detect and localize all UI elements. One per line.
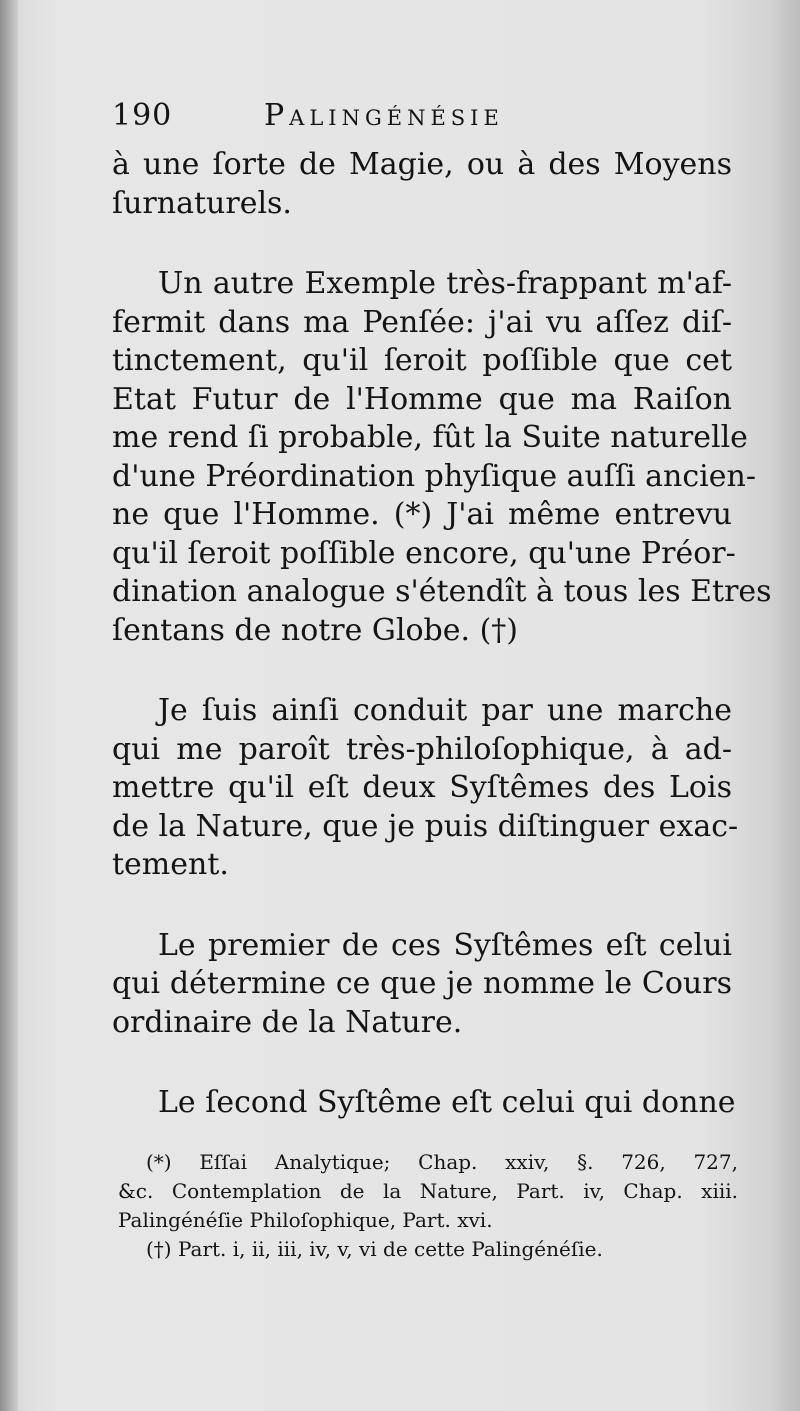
footnotes — [118, 1148, 738, 1264]
text-line: Un autre Exemple très-frappant m'af- — [158, 266, 732, 301]
text-line: Je ſuis ainſi conduit par une marche — [158, 693, 732, 728]
footnote-line: &c. Contemplation de la Nature, Part. iv, Chap. xiii. — [118, 1179, 738, 1203]
text-line: me rend ſi probable, fût la Suite naturelle — [112, 420, 748, 455]
text-line: Le ſecond Syſtême eſt celui qui donne — [158, 1085, 736, 1120]
text-line: ordinaire de la Nature. — [112, 1004, 463, 1040]
text-line: tinctement, qu'il ſeroit poſſible que cet — [112, 343, 732, 378]
text-line: ſurnaturels. — [112, 185, 292, 221]
text-line: qui me paroît très-philoſophique, à ad- — [112, 731, 732, 767]
text-line: ne que l'Homme. (*) J'ai même entrevu — [112, 497, 732, 532]
running-title: Palingénésie — [264, 98, 504, 133]
text-line: à une ſorte de Magie, ou à des Moyens — [112, 147, 732, 182]
footnote-line: (†) Part. i, ii, iii, iv, v, vi de cette Palingénéſie. — [146, 1237, 603, 1261]
text-line: mettre qu'il eſt deux Syſtêmes des Lois — [112, 770, 732, 805]
text-line: ſentans de notre Globe. (†) — [112, 612, 518, 648]
text-line: tement. — [112, 847, 229, 882]
paragraph-3 — [112, 692, 739, 885]
page-header — [112, 98, 752, 142]
body-text — [112, 146, 772, 1123]
paragraph-5 — [112, 1084, 736, 1123]
footnote-line: (*) Eſſai Analytique; Chap. xxiv, §. 726, 727, — [146, 1150, 738, 1174]
page-gutter-shadow — [0, 0, 18, 1411]
paragraph-1 — [112, 146, 732, 223]
text-line: Etat Futur de l'Homme que ma Raiſon — [112, 381, 732, 417]
text-line: Le premier de ces Syſtêmes eſt celui — [158, 927, 732, 963]
text-line: fermit dans ma Penſée: j'ai vu aſſez diſ- — [112, 304, 732, 340]
paragraph-2 — [112, 265, 772, 650]
footnote-line: Palingénéſie Philoſophique, Part. xvi. — [118, 1208, 493, 1232]
page-number: 190 — [112, 98, 173, 133]
text-line: qui détermine ce que je nomme le Cours — [112, 966, 732, 1001]
text-line: dination analogue s'étendît à tous les Etres — [112, 574, 772, 609]
text-line: qu'il ſeroit poſſible encore, qu'une Préor- — [112, 535, 736, 571]
text-line: d'une Préordination phyſique auſſi ancien- — [112, 458, 756, 494]
text-line: de la Nature, que je puis diſtinguer exac- — [112, 808, 739, 844]
paragraph-4 — [112, 927, 732, 1043]
